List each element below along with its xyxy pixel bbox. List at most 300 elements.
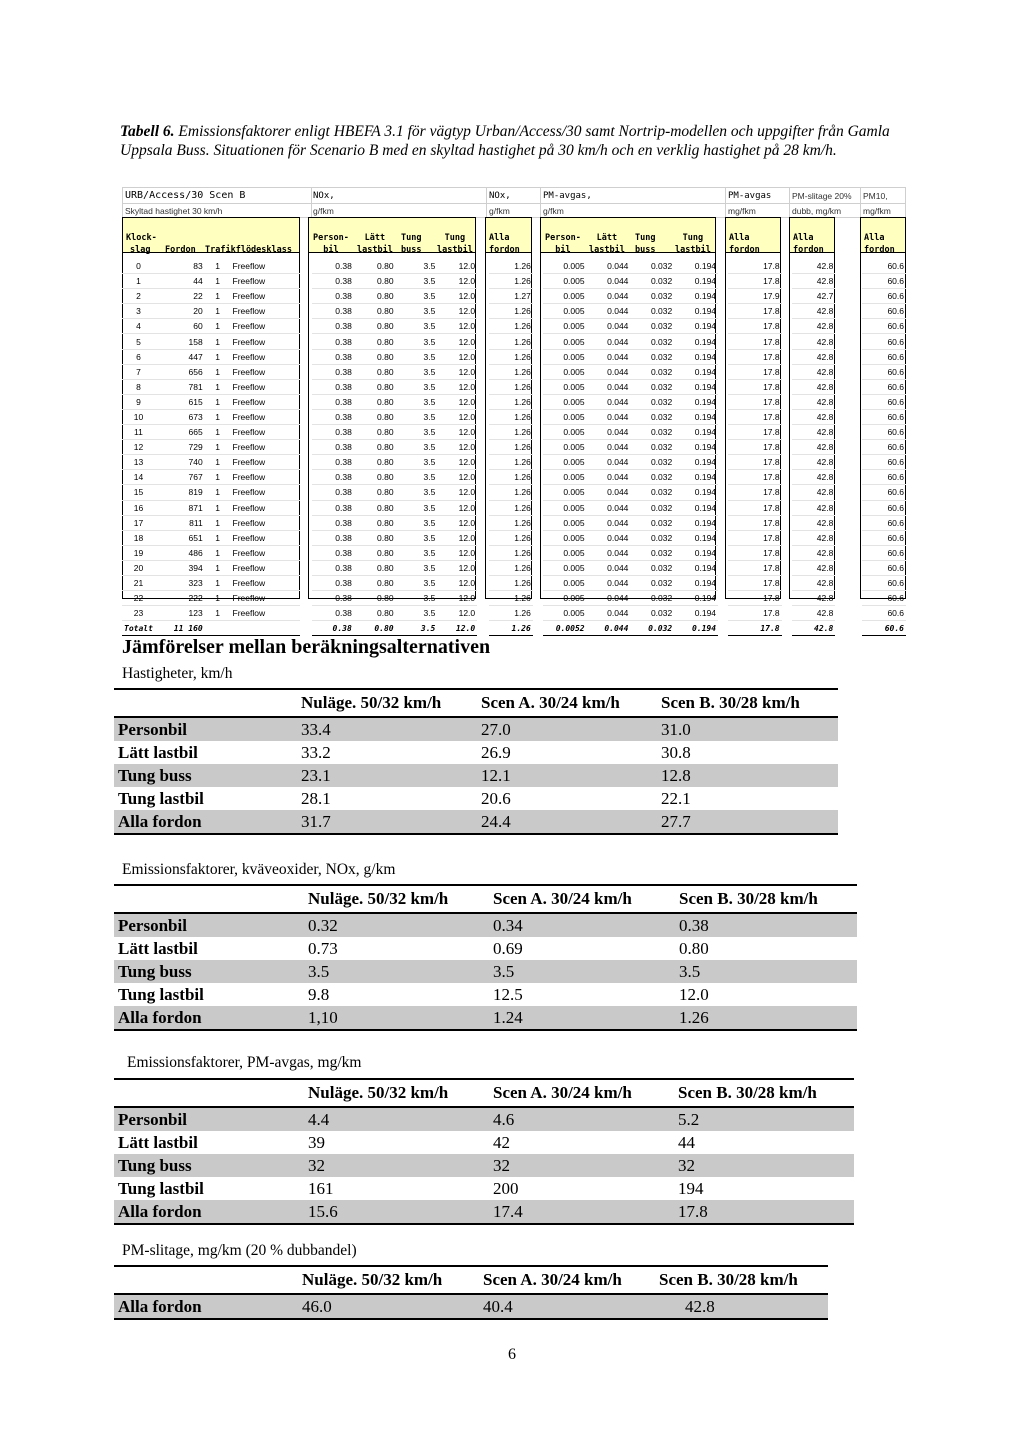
sheet-cell: Freeflow <box>231 560 301 575</box>
sheet-cell: 0.194 <box>674 289 718 304</box>
sheet-cell: 0.032 <box>630 364 674 379</box>
sheet-cell: 1 <box>205 289 231 304</box>
spacer-cell <box>718 364 728 379</box>
sheet-cell: 0.38 <box>312 319 354 334</box>
table-label-hastigheter: Hastigheter, km/h <box>122 665 233 682</box>
cell: 200 <box>493 1178 519 1198</box>
sheet-cell: Freeflow <box>231 364 301 379</box>
sheet-cell: 222 <box>155 591 205 606</box>
sheet-cell: 14 <box>122 470 155 485</box>
spacer-cell <box>300 274 312 289</box>
sheet-cell: 1 <box>205 591 231 606</box>
sheet-cell: 0.80 <box>354 591 396 606</box>
spacer-cell <box>533 485 543 500</box>
spacer-cell <box>533 364 543 379</box>
sheet-cell: 0.044 <box>587 425 631 440</box>
sheet-cell: 665 <box>155 425 205 440</box>
sheet-cell: 323 <box>155 575 205 590</box>
sheet-cell: 0.80 <box>354 349 396 364</box>
table-nox <box>114 884 857 1031</box>
sheet-cell: 0.032 <box>630 545 674 560</box>
sheet-cell: 1 <box>205 545 231 560</box>
spacer-cell <box>533 440 543 455</box>
sheet-cell: 1 <box>205 575 231 590</box>
sheet-cell: 44 <box>155 274 205 289</box>
sheet-cell: 60.6 <box>862 530 906 545</box>
sheet-cell: 1.26 <box>489 364 533 379</box>
table-row <box>114 810 838 834</box>
sheet-cell: 3.5 <box>396 425 438 440</box>
sheet-cell: 0.194 <box>674 349 718 364</box>
sheet-cell: Freeflow <box>231 485 301 500</box>
spacer-cell <box>835 334 862 349</box>
spacer-cell <box>533 515 543 530</box>
spacer-cell <box>718 409 728 424</box>
spacer-cell <box>477 470 489 485</box>
sheet-cell: 0.38 <box>312 409 354 424</box>
spacer-cell <box>782 364 792 379</box>
cell: 1,10 <box>304 1006 489 1030</box>
sheet-cell: 1.26 <box>489 425 533 440</box>
cell: 33.4 <box>297 717 477 741</box>
sheet-cell: 42.8 <box>792 440 836 455</box>
sheet-cell: 0.38 <box>312 545 354 560</box>
sheet-cell: 1 <box>205 500 231 515</box>
spacer-cell <box>782 394 792 409</box>
spacer-cell <box>477 606 489 621</box>
sheet-cell: 0.032 <box>630 425 674 440</box>
sheet-cell: 1.26 <box>489 530 533 545</box>
spacer-cell <box>300 575 312 590</box>
col-klock: Klock- slag <box>126 233 157 255</box>
sheet-cell: Freeflow <box>231 379 301 394</box>
table-header-row <box>114 1266 828 1294</box>
sheet-cell: 12.0 <box>437 455 477 470</box>
sheet-cell: 0.005 <box>543 334 587 349</box>
sheet-cell: 656 <box>155 364 205 379</box>
cell: 0.38 <box>675 913 857 937</box>
spacer-cell <box>300 379 312 394</box>
col-pm-tunglastbil: Tung lastbil <box>675 233 711 255</box>
row-label: Tung buss <box>114 960 304 983</box>
pm-avgas-label: PM-avgas <box>728 191 772 201</box>
sheet-cell: 0.005 <box>543 485 587 500</box>
spacer-cell <box>477 530 489 545</box>
sheet-cell: 12.0 <box>437 379 477 394</box>
spacer-cell <box>300 515 312 530</box>
sheet-cell: 0.044 <box>587 304 631 319</box>
spacer-cell <box>477 485 489 500</box>
sheet-cell: 3.5 <box>396 530 438 545</box>
cell: 0.73 <box>308 938 338 958</box>
sheet-cell: 0.032 <box>630 621 674 636</box>
sheet-cell: Totalt <box>122 621 155 636</box>
table-row <box>114 1006 857 1030</box>
sheet-cell: Freeflow <box>231 545 301 560</box>
sheet-cell: 0.194 <box>674 560 718 575</box>
sheet-cell: 0.80 <box>354 319 396 334</box>
sheet-cell: 0.032 <box>630 349 674 364</box>
cell: 32 <box>674 1154 854 1177</box>
sheet-cell: 42.8 <box>792 606 836 621</box>
row-label: Tung lastbil <box>118 1178 204 1198</box>
pm10-label: PM10, <box>863 191 888 201</box>
spacer-cell <box>782 259 792 274</box>
sheet-cell: 0.032 <box>630 575 674 590</box>
spacer-cell <box>718 500 728 515</box>
spacer-cell <box>835 259 862 274</box>
sheet-cell: 17.8 <box>728 425 782 440</box>
sheet-cell: 0.005 <box>543 259 587 274</box>
sheet-cell: 0.194 <box>674 319 718 334</box>
pm-slitage-label: PM-slitage 20% <box>792 191 852 201</box>
table-row <box>114 741 838 764</box>
sheet-cell: 0.38 <box>312 425 354 440</box>
sheet-cell: 20 <box>155 304 205 319</box>
sheet-cell: 0.38 <box>312 455 354 470</box>
spacer-cell <box>300 440 312 455</box>
sheet-cell: Freeflow <box>231 515 301 530</box>
sheet-cell: 3.5 <box>396 575 438 590</box>
sheet-cell: 0.38 <box>312 364 354 379</box>
sheet-cell: 3.5 <box>396 349 438 364</box>
spacer-cell <box>782 304 792 319</box>
sheet-cell: 0.80 <box>354 455 396 470</box>
sheet-cell: 0.80 <box>354 409 396 424</box>
sheet-cell: 60.6 <box>862 394 906 409</box>
spacer-cell <box>533 409 543 424</box>
sheet-cell: 3.5 <box>396 606 438 621</box>
sheet-cell: 0.194 <box>674 409 718 424</box>
spacer-cell <box>718 515 728 530</box>
nox2-unit: g/fkm <box>489 206 510 216</box>
sheet-row <box>122 364 906 379</box>
spacer-cell <box>835 289 862 304</box>
sheet-cell: 0.005 <box>543 379 587 394</box>
spacer-cell <box>718 485 728 500</box>
cell: 0.80 <box>679 938 709 958</box>
cell: 40.4 <box>479 1294 655 1319</box>
cell: 31.7 <box>297 810 477 834</box>
sheet-cell: 1 <box>205 319 231 334</box>
spacer-cell <box>718 319 728 334</box>
spacer-cell <box>782 334 792 349</box>
sheet-cell: 0.80 <box>354 470 396 485</box>
sheet-cell: 17.8 <box>728 575 782 590</box>
sheet-cell: 0.194 <box>674 455 718 470</box>
sheet-cell: 0.38 <box>312 334 354 349</box>
table-hastigheter <box>114 688 838 835</box>
cell: 26.9 <box>481 742 511 762</box>
spacer-cell <box>782 319 792 334</box>
sheet-cell: 60.6 <box>862 485 906 500</box>
sheet-cell: 486 <box>155 545 205 560</box>
col-nox-buss: Tung buss <box>401 233 422 255</box>
sheet-cell: 42.7 <box>792 289 836 304</box>
sheet-cell: 740 <box>155 455 205 470</box>
sheet-cell: 3.5 <box>396 379 438 394</box>
cell: 4.6 <box>489 1107 674 1131</box>
sheet-cell: 12.0 <box>437 470 477 485</box>
sheet-cell: 0.032 <box>630 530 674 545</box>
sheet-cell: 3.5 <box>396 409 438 424</box>
spacer-cell <box>718 289 728 304</box>
sheet-cell: 0.80 <box>354 289 396 304</box>
spacer-cell <box>300 591 312 606</box>
sheet-cell: 1.26 <box>489 379 533 394</box>
sheet-cell: 83 <box>155 259 205 274</box>
sheet-cell: Freeflow <box>231 575 301 590</box>
sheet-cell: 0.005 <box>543 364 587 379</box>
cell: 12.1 <box>477 764 657 787</box>
sheet-cell: 12.0 <box>437 304 477 319</box>
sheet-cell: Freeflow <box>231 304 301 319</box>
sheet-cell: 0.80 <box>354 394 396 409</box>
sheet-cell: Freeflow <box>231 500 301 515</box>
header-cell <box>114 885 304 913</box>
sheet-cell: 0.80 <box>354 500 396 515</box>
spacer-cell <box>533 425 543 440</box>
sheet-cell: 1.26 <box>489 575 533 590</box>
spacer-cell <box>835 455 862 470</box>
sheet-cell: 0.044 <box>587 530 631 545</box>
sheet-row <box>122 470 906 485</box>
sheet-row <box>122 334 906 349</box>
section-title: Jämförelser mellan beräkningsalternativen <box>122 636 491 658</box>
table-row <box>114 1200 854 1224</box>
sheet-cell: 1 <box>205 606 231 621</box>
spacer-cell <box>718 591 728 606</box>
cell: 20.6 <box>481 788 511 808</box>
sheet-cell: 3 <box>122 304 155 319</box>
sheet-cell: 0.032 <box>630 455 674 470</box>
sheet-cell: 42.8 <box>792 621 836 636</box>
cell: 161 <box>308 1178 334 1198</box>
sheet-cell: 3.5 <box>396 440 438 455</box>
sheet-cell: 1 <box>205 425 231 440</box>
sheet-cell: 0.80 <box>354 606 396 621</box>
sheet-cell: 0.80 <box>354 304 396 319</box>
spacer-cell <box>300 425 312 440</box>
spacer-cell <box>782 575 792 590</box>
spacer-cell <box>718 304 728 319</box>
spacer-cell <box>782 545 792 560</box>
sheet-cell: 60.6 <box>862 515 906 530</box>
sheet-cell: 0.005 <box>543 470 587 485</box>
spacer-cell <box>300 364 312 379</box>
sheet-cell: 0.38 <box>312 530 354 545</box>
cell: 27.0 <box>477 717 657 741</box>
sheet-cell: 23 <box>122 606 155 621</box>
header-block-pm10-alla <box>860 217 906 253</box>
sheet-cell: 0.80 <box>354 545 396 560</box>
sheet-cell: 17.8 <box>728 274 782 289</box>
table-label-pm-avgas: Emissionsfaktorer, PM-avgas, mg/km <box>127 1054 362 1071</box>
sheet-cell: 0.194 <box>674 575 718 590</box>
header-cell: Nuläge. 50/32 km/h <box>297 689 477 717</box>
header-cell: Scen B. 30/28 km/h <box>655 1266 828 1294</box>
sheet-cell: 17.8 <box>728 304 782 319</box>
col-pm-personbil: Person- bil <box>545 233 581 255</box>
sheet-cell: 11 160 <box>155 621 205 636</box>
table-row <box>114 787 838 810</box>
sheet-cell: 9 <box>122 394 155 409</box>
sheet-cell: 12.0 <box>437 440 477 455</box>
sheet-row <box>122 319 906 334</box>
cell: 46.0 <box>298 1294 479 1319</box>
sheet-cell: 1 <box>205 560 231 575</box>
sheet-cell: 3.5 <box>396 364 438 379</box>
sheet-cell: 0.38 <box>312 575 354 590</box>
spacer-cell <box>835 500 862 515</box>
spacer-cell <box>835 440 862 455</box>
spacer-cell <box>477 379 489 394</box>
cell: 3.5 <box>489 960 675 983</box>
cell: 27.7 <box>657 810 838 834</box>
row-label: Lätt lastbil <box>118 1132 198 1152</box>
sheet-cell: 0.032 <box>630 591 674 606</box>
sheet-cell: 0.38 <box>312 560 354 575</box>
sheet-cell: 729 <box>155 440 205 455</box>
cell: 9.8 <box>308 984 330 1004</box>
sheet-cell: 12.0 <box>437 259 477 274</box>
spacer-cell <box>782 470 792 485</box>
sheet-row <box>122 440 906 455</box>
sheet-cell: Freeflow <box>231 530 301 545</box>
header-cell: Scen B. 30/28 km/h <box>657 689 838 717</box>
spacer-cell <box>300 394 312 409</box>
sheet-cell: 60.6 <box>862 425 906 440</box>
sheet-cell: 394 <box>155 560 205 575</box>
sheet-cell: 0.005 <box>543 455 587 470</box>
spacer-cell <box>477 364 489 379</box>
sheet-cell: 42.8 <box>792 274 836 289</box>
sheet-cell: 0.032 <box>630 394 674 409</box>
col-nox-tunglastbil: Tung lastbil <box>437 233 473 255</box>
sheet-cell: 0.194 <box>674 364 718 379</box>
spacer-cell <box>300 455 312 470</box>
sheet-cell: 0.005 <box>543 560 587 575</box>
row-label: Alla fordon <box>114 1006 304 1030</box>
sheet-cell: 0.044 <box>587 440 631 455</box>
sheet-row <box>122 500 906 515</box>
sheet-row <box>122 485 906 500</box>
spacer-cell <box>782 440 792 455</box>
col-pm10-alla: Alla fordon <box>864 233 895 255</box>
sheet-cell: 1.26 <box>489 409 533 424</box>
sheet-cell: 1.26 <box>489 349 533 364</box>
sheet-cell: 17.8 <box>728 394 782 409</box>
sheet-row <box>122 530 906 545</box>
sheet-cell: 0.032 <box>630 440 674 455</box>
spacer-cell <box>782 530 792 545</box>
sheet-cell: 0.005 <box>543 606 587 621</box>
cell: 17.4 <box>489 1200 674 1224</box>
sheet-cell: Freeflow <box>231 425 301 440</box>
spacer-cell <box>477 394 489 409</box>
sheet-cell: 0.032 <box>630 470 674 485</box>
sheet-cell: 0.194 <box>674 304 718 319</box>
spacer-cell <box>718 545 728 560</box>
sheet-cell: 0.38 <box>312 470 354 485</box>
spacer-cell <box>533 455 543 470</box>
sheet-cell: 0.044 <box>587 591 631 606</box>
sheet-cell: 60.6 <box>862 364 906 379</box>
sheet-cell: 3.5 <box>396 394 438 409</box>
nox2-label: NOx, <box>489 191 511 201</box>
sheet-cell: 0.005 <box>543 545 587 560</box>
sheet-cell: 17.8 <box>728 379 782 394</box>
sheet-cell: 0.80 <box>354 515 396 530</box>
sheet-cell: 0.044 <box>587 394 631 409</box>
sheet-cell: 3.5 <box>396 334 438 349</box>
sheet-cell: 3.5 <box>396 621 438 636</box>
cell: 23.1 <box>297 764 477 787</box>
spacer-cell <box>477 304 489 319</box>
spacer-cell <box>718 394 728 409</box>
sheet-cell: 0.80 <box>354 530 396 545</box>
sheet-cell: 17.8 <box>728 319 782 334</box>
sheet-cell: 0.005 <box>543 349 587 364</box>
row-label: Tung lastbil <box>118 788 204 808</box>
sheet-cell: 22 <box>122 591 155 606</box>
row-label: Personbil <box>114 1107 304 1131</box>
sheet-cell: 0.38 <box>312 515 354 530</box>
sheet-cell: 12.0 <box>437 515 477 530</box>
sheet-cell: 0.38 <box>312 606 354 621</box>
sheet-cell: 0.032 <box>630 259 674 274</box>
spacer-cell <box>533 259 543 274</box>
sheet-cell: 767 <box>155 470 205 485</box>
header-cell: Nuläge. 50/32 km/h <box>304 885 489 913</box>
sheet-cell: 1.26 <box>489 440 533 455</box>
sheet-cell: 17.8 <box>728 409 782 424</box>
col-pm-buss: Tung buss <box>635 233 656 255</box>
sheet-cell: 12.0 <box>437 545 477 560</box>
table-caption <box>120 122 910 160</box>
sheet-cell: 0.032 <box>630 304 674 319</box>
sheet-cell: 0.044 <box>587 575 631 590</box>
sheet-cell: 0.032 <box>630 319 674 334</box>
sheet-cell: 0.005 <box>543 394 587 409</box>
cell: 0.34 <box>489 913 675 937</box>
spacer-cell <box>718 440 728 455</box>
sheet-cell: 17.8 <box>728 470 782 485</box>
sheet-cell: 0.005 <box>543 591 587 606</box>
sheet-cell: 0.005 <box>543 425 587 440</box>
spacer-cell <box>533 394 543 409</box>
sheet-cell: 0.0052 <box>543 621 587 636</box>
header-block-nox-alla <box>485 217 532 253</box>
spacer-cell <box>782 500 792 515</box>
spacer-cell <box>533 349 543 364</box>
cell: 30.8 <box>661 742 691 762</box>
sheet-cell: 0.032 <box>630 289 674 304</box>
spacer-cell <box>477 621 489 636</box>
spacer-cell <box>533 470 543 485</box>
sheet-cell: 60.6 <box>862 289 906 304</box>
sheet-cell: 3.5 <box>396 304 438 319</box>
table-row <box>114 960 857 983</box>
sheet-cell: 17.9 <box>728 289 782 304</box>
sheet-cell: 1 <box>205 515 231 530</box>
spacer-cell <box>782 409 792 424</box>
sheet-cell: 0.38 <box>312 289 354 304</box>
row-label: Lätt lastbil <box>118 742 198 762</box>
spacer-cell <box>533 530 543 545</box>
sheet-cell: 0.044 <box>587 470 631 485</box>
sheet-cell: 12.0 <box>437 334 477 349</box>
